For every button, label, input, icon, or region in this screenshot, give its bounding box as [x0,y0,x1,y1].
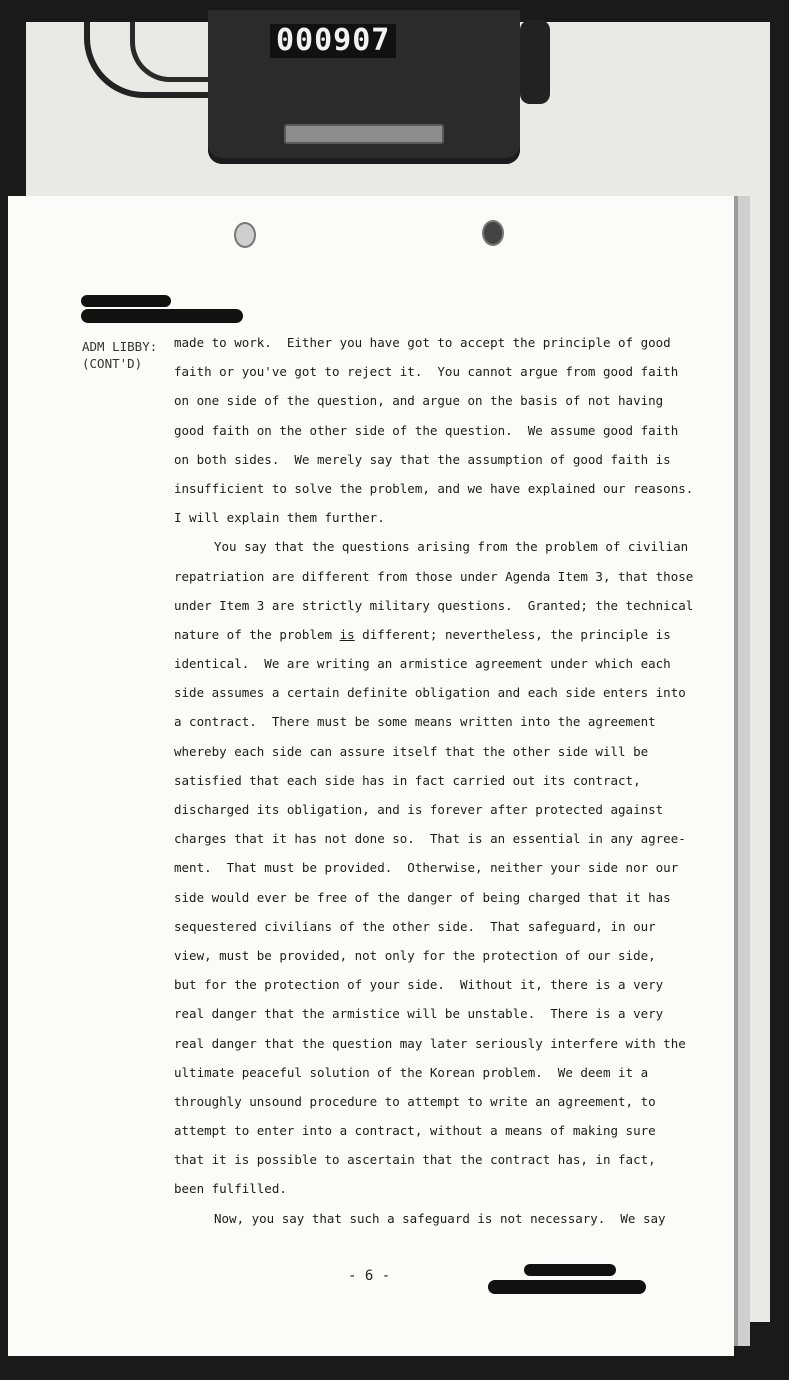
text-line: on one side of the question, and argue on the basis of not having [174,393,664,409]
text-line: good faith on the other side of the question. We assume good faith [174,422,679,438]
punch-hole [234,222,256,248]
text-line: been fulfilled. [174,1181,287,1197]
text-line: discharged its obligation, and is forever after protected against [174,802,664,817]
text-line: attempt to enter into a contract, without a means of making sure [174,1123,656,1139]
text-line: real danger that the armistice will be unstable. There is a very [174,1006,664,1022]
text-line: sequestered civilians of the other side. That safeguard, in our [174,918,656,934]
speaker-label [82,338,182,372]
text-fragment: nature of the problem [174,626,333,642]
text-line: whereby each side can assure itself that the other side will be [174,743,649,759]
transcript-body [174,328,694,1233]
text-line: charges that it has not done so. That is an essential in any agree- [174,831,686,847]
text-line: identical. We are writing an armistice agreement under which each [174,656,671,672]
counter-plate [284,124,444,144]
text-line: Now, you say that such a safeguard is not necessary. We say [214,1210,666,1226]
text-line: made to work. Either you have got to accept the principle of good [174,335,671,350]
text-line: under Item 3 are strictly military questions. Granted; the technical [174,597,694,613]
text-line: that it is possible to ascertain that the contract has, in fact, [174,1152,656,1168]
page-edge [738,196,750,1346]
redaction-bar [488,1280,646,1294]
redaction-bar [81,309,243,323]
text-line-emphasis [174,620,694,649]
speaker-name: ADM LIBBY: [82,339,158,354]
text-line: view, must be provided, not only for the protection of our side, [174,947,656,963]
text-line: side would ever be free of the danger of being charged that it has [174,889,671,905]
document-page [8,196,734,1356]
redaction-bar [81,295,171,307]
frame-counter-display: 000907 [270,24,396,58]
text-line: side assumes a certain definite obligation and each side enters into [174,685,686,701]
text-line: ment. That must be provided. Otherwise, neither your side nor our [174,860,679,876]
text-fragment: different; nevertheless, the principle is [362,626,671,642]
text-line: I will explain them further. [174,510,385,526]
text-line: but for the protection of your side. Without it, there is a very [174,977,664,993]
text-line: insufficient to solve the problem, and we have explained our reasons. [174,480,694,496]
text-line: You say that the questions arising from the problem of civilian [214,539,689,555]
text-line: throughly unsound procedure to attempt to write an agreement, to [174,1093,656,1109]
text-line: repatriation are different from those under Agenda Item 3, that those [174,568,694,584]
text-line: satisfied that each side has in fact carried out its contract, [174,772,641,788]
text-line: real danger that the question may later seriously interfere with the [174,1035,686,1051]
underlined-word: is [339,626,355,642]
text-line: a contract. There must be some means written into the agreement [174,714,656,730]
page-number: - 6 - [348,1268,391,1284]
text-line: on both sides. We merely say that the assumption of good faith is [174,451,671,467]
punch-hole [482,220,504,246]
redaction-bar [524,1264,616,1276]
speaker-continued: (CONT'D) [82,356,143,371]
text-line: faith or you've got to reject it. You cannot argue from good faith [174,364,679,380]
text-line: ultimate peaceful solution of the Korean problem. We deem it a [174,1064,649,1080]
counter-knob [520,20,550,104]
